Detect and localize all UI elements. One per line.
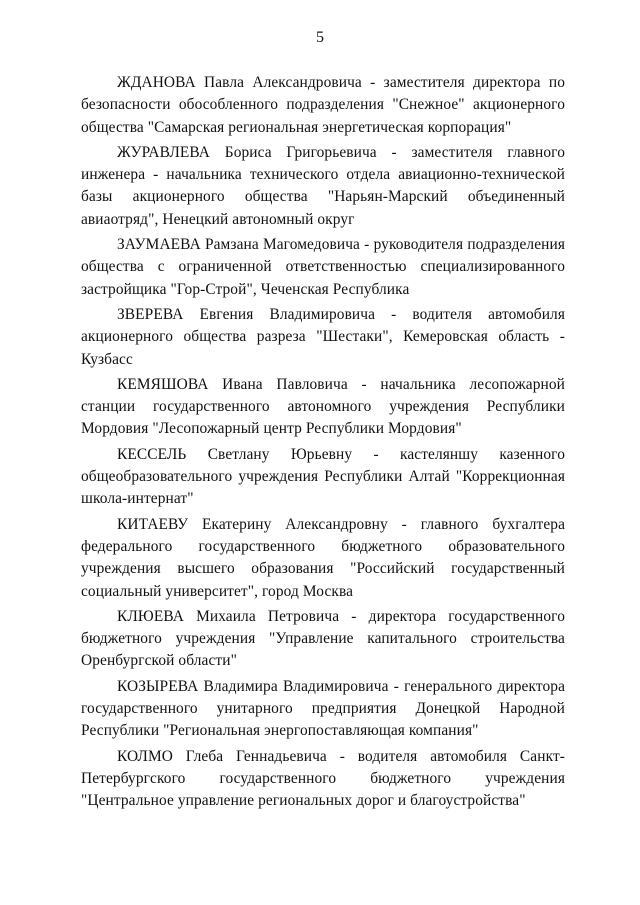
list-item: КОЛМО Глеба Геннадьевича - водителя автомобиля Санкт-Петербургского государственного бюджетного учреждения "Центральное управление региональных дорог и благоустройства" — [81, 747, 565, 810]
list-item: КЛЮЕВА Михаила Петровича - директора государственного бюджетного учреждения "Управление капитального строительства Оренбургской области" — [81, 607, 565, 670]
list-item: ЖДАНОВА Павла Александровича - заместителя директора по безопасности обособленного подразделения "Снежное" акционерного общества "Самарская региональная энергетическая корпорация" — [81, 74, 565, 136]
list-item: ЗВЕРЕВА Евгения Владимировича - водителя автомобиля акционерного общества разреза "Шестаки", Кемеровская область - Кузбасс — [81, 305, 565, 368]
list-item: ЗАУМАЕВА Рамзана Магомедовича - руководителя подразделения общества с ограниченной ответственностью специализированного застройщика "Гор-Строй", Чеченская Республика — [81, 236, 565, 298]
award-list — [81, 72, 565, 813]
list-item: КЕССЕЛЬ Светлану Юрьевну - кастеляншу казенного общеобразовательного учреждения Республики Алтай "Коррекционная школа-интернат" — [81, 445, 565, 508]
list-item: ЖУРАВЛЕВА Бориса Григорьевича - заместителя главного инженера - начальника технического отдела авиационно-технической базы акционерного общества "Нарьян-Марский объединенный авиаотряд", Ненецкий автономный округ — [81, 143, 565, 228]
list-item: КЕМЯШОВА Ивана Павловича - начальника лесопожарной станции государственного автономного учреждения Республики Мордовия "Лесопожарный центр Республики Мордовия" — [81, 375, 565, 438]
page-number: 5 — [316, 29, 324, 46]
list-item: КОЗЫРЕВА Владимира Владимировича - генерального директора государственного унитарного предприятия Донецкой Народной Республики "Региональная энергопоставляющая компания" — [81, 677, 565, 740]
list-item: КИТАЕВУ Екатерину Александровну - главного бухгалтера федерального государственного бюджетного образовательного учреждения высшего образования "Российский государственный социальный университет", город Москва — [81, 515, 565, 600]
